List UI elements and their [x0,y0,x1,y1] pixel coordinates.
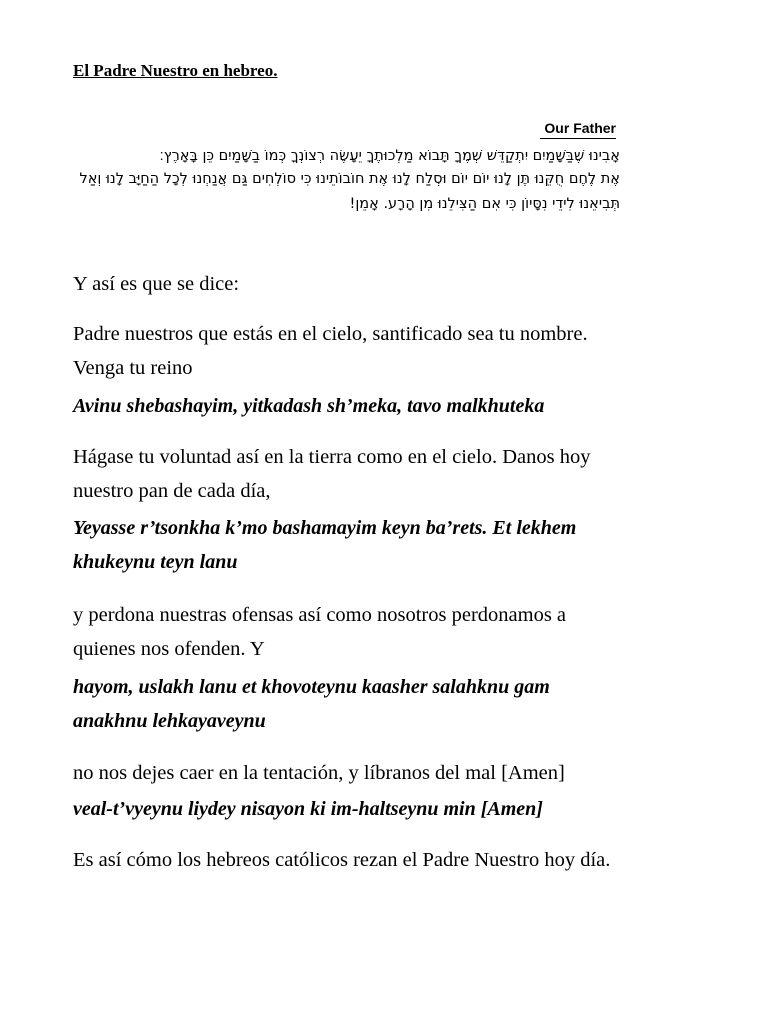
spanish-paragraph [73,440,713,508]
transliteration-line: khukeynu teyn lanu [73,551,238,573]
spanish-paragraph [73,598,713,666]
transliteration-paragraph [73,389,713,423]
transliteration-paragraph [73,511,713,579]
spanish-paragraph [73,756,713,790]
spanish-paragraph [73,317,713,385]
spanish-line: nuestro pan de cada día, [73,480,271,502]
hebrew-line: אֶת לֶחֶם חֻקֵּנוּ תֶּן לָנוּ יוֹם יוֹם וּסְלַח לָנוּ אֶת חוֹבוֹתֵינוּ כִּי סוֹלְחִים גַּם אֲנַחְנוּ לְכָל הַחַיָּב לָנוּ וְאַל [79,171,620,187]
transliteration-line: Yeyasse r’tsonkha k’mo bashamayim keyn ba’rets. Et lekhem [73,517,577,539]
transliteration-line: hayom, uslakh lanu et khovoteynu kaasher salahknu gam [73,676,550,698]
hebrew-line: תְּבִיאֵנוּ לִידֵי נִסָּיוֹן כִּי אִם הַצִּילֵנוּ מִן הָרָע. אָמֵן! [349,196,620,212]
figure-caption: Our Father [544,120,616,136]
spanish-line: Venga tu reino [73,357,193,379]
transliteration-line: anakhnu lehkayaveynu [73,710,266,732]
closing-paragraph [73,843,713,877]
transliteration-paragraph [73,670,713,738]
figure-caption-underline [540,138,616,139]
hebrew-prayer-image [79,116,620,228]
hebrew-line: אָבִינוּ שֶׁבַּשָּׁמַיִם יִתְקַדֵּשׁ שְׁמֶךָ תָּבוֹא מַלְכוּתֶךָ יֵעָשֶׂה רְצוֹנְךָ כְּמוֹ בַשָּׁמַיִם כֵּן בָּאָרֶץ׃ [159,148,620,164]
transliteration-paragraph [73,792,713,826]
closing-text: Es así cómo los hebreos católicos rezan el Padre Nuestro hoy día. [73,849,611,871]
transliteration-line: Avinu shebashayim, yitkadash sh’meka, tavo malkhuteka [73,395,545,417]
spanish-line: Padre nuestros que estás en el cielo, santificado sea tu nombre. [73,323,588,345]
spanish-line: no nos dejes caer en la tentación, y líbranos del mal [Amen] [73,762,565,784]
spanish-line: Hágase tu voluntad así en la tierra como en el cielo. Danos hoy [73,446,591,468]
transliteration-line: veal-t’vyeynu liydey nisayon ki im-haltseynu min [Amen] [73,798,543,820]
intro-paragraph [73,267,713,301]
intro-text: Y así es que se dice: [73,273,240,295]
document-title: El Padre Nuestro en hebreo. [73,61,278,80]
spanish-line: y perdona nuestras ofensas así como nosotros perdonamos a [73,604,567,626]
spanish-line: quienes nos ofenden. Y [73,638,265,660]
